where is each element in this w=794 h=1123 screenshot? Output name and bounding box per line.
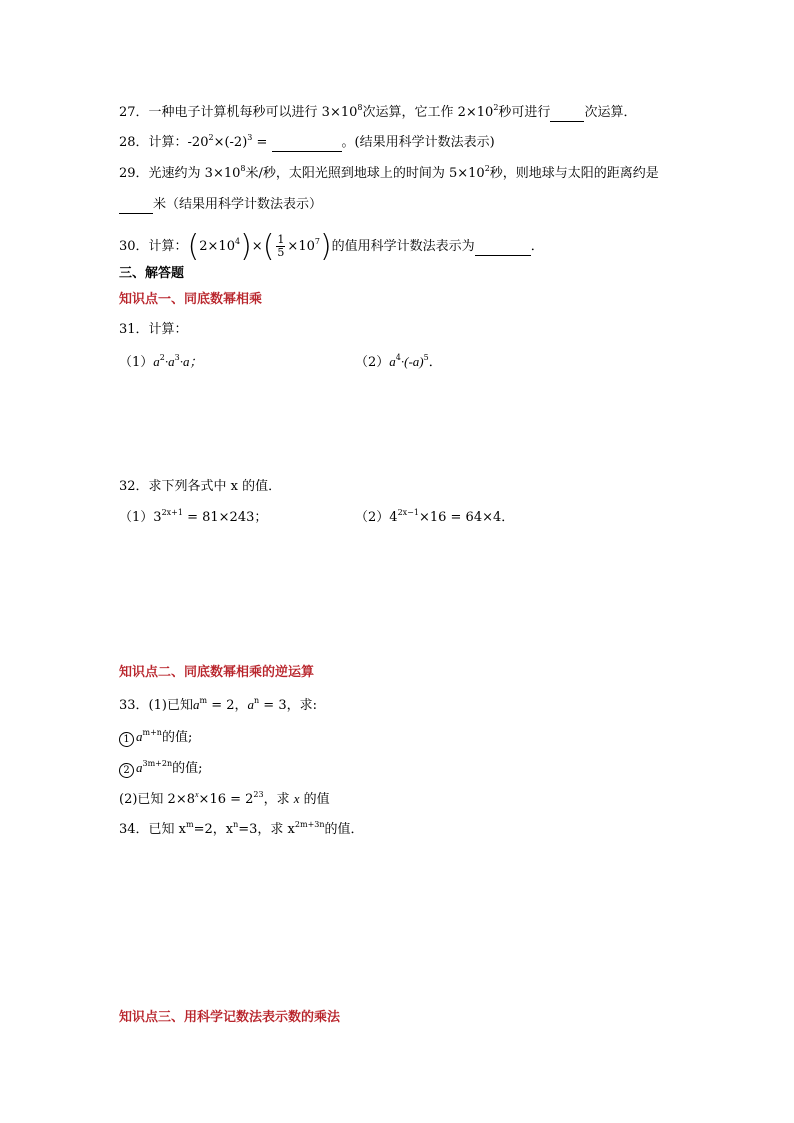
question-30: 30．计算：$(2\times 10^4)\times$( $\frac{1}{5}$ $\times 10^7$)的值用科学计数法表示为 ． [119, 229, 544, 264]
answer-blank[interactable] [550, 105, 584, 122]
question-27: 27．一种电子计算机每秒可以进行 $3\times 10^8$次运算，它工作 $2\times 10^2$秒可进行 次运算． [119, 103, 637, 120]
answer-blank[interactable] [475, 239, 531, 256]
question-34: 34．已知 $x^m=2$，$x^n=3$，求 $x^{2m+3n}$的值． [119, 820, 364, 837]
question-33-part2: (2)已知 $2\times 8^x\times 16 = 2^{23}$，求 x 的值 [119, 790, 330, 807]
section-heading: 三、解答题 [119, 266, 185, 281]
answer-blank[interactable] [272, 135, 342, 152]
question-33-sub2: 2 $a^{3m+2n}$的值; [119, 760, 203, 778]
knowledge-point-1: 知识点一、同底数幂相乘 [119, 292, 263, 307]
knowledge-point-3: 知识点三、用科学记数法表示数的乘法 [119, 1010, 341, 1025]
paren-open: ( [187, 229, 200, 264]
question-29-line2: 米（结果用科学计数法表示） [119, 197, 322, 214]
question-32-part1: $(1)3^{2x+1} = 81\times 243$； [119, 508, 268, 525]
question-32-part2: $(2)4^{2x-1}\times 16 = 64\times 4$． [355, 508, 515, 525]
question-31-part1: $(1)a^2\cdot a^3\cdot a$； [119, 353, 203, 370]
paren-open: ( [262, 229, 275, 264]
circled-number-1: 1 [119, 732, 134, 747]
fraction: $\frac{1}{5}$ [277, 233, 285, 259]
question-32: 32．求下列各式中 x 的值． [119, 479, 282, 494]
question-31: 31．计算： [119, 322, 188, 337]
paren-close: ) [319, 229, 332, 264]
circled-number-2: 2 [119, 763, 134, 778]
question-33-sub1: 1 $a^{m+n}$的值; [119, 729, 192, 747]
question-28: 28．计算：$-20^2\times(-2)^3$ = 。(结果用科学计数法表示) [119, 133, 495, 150]
question-31-part2: $(2)a^4\cdot(-a)^5$． [355, 353, 442, 370]
paren-close: ) [240, 229, 252, 264]
question-33: 33．(1)已知$a^m = 2$，$a^n = 3$，求: [119, 696, 317, 713]
knowledge-point-2: 知识点二、同底数幂相乘的逆运算 [119, 665, 315, 680]
question-29: 29．光速约为 $3\times 10^8$米/秒，太阳光照到地球上的时间为 $5\times 10^2$秒，则地球与太阳的距离约是 [119, 164, 659, 181]
answer-blank[interactable] [119, 197, 153, 214]
